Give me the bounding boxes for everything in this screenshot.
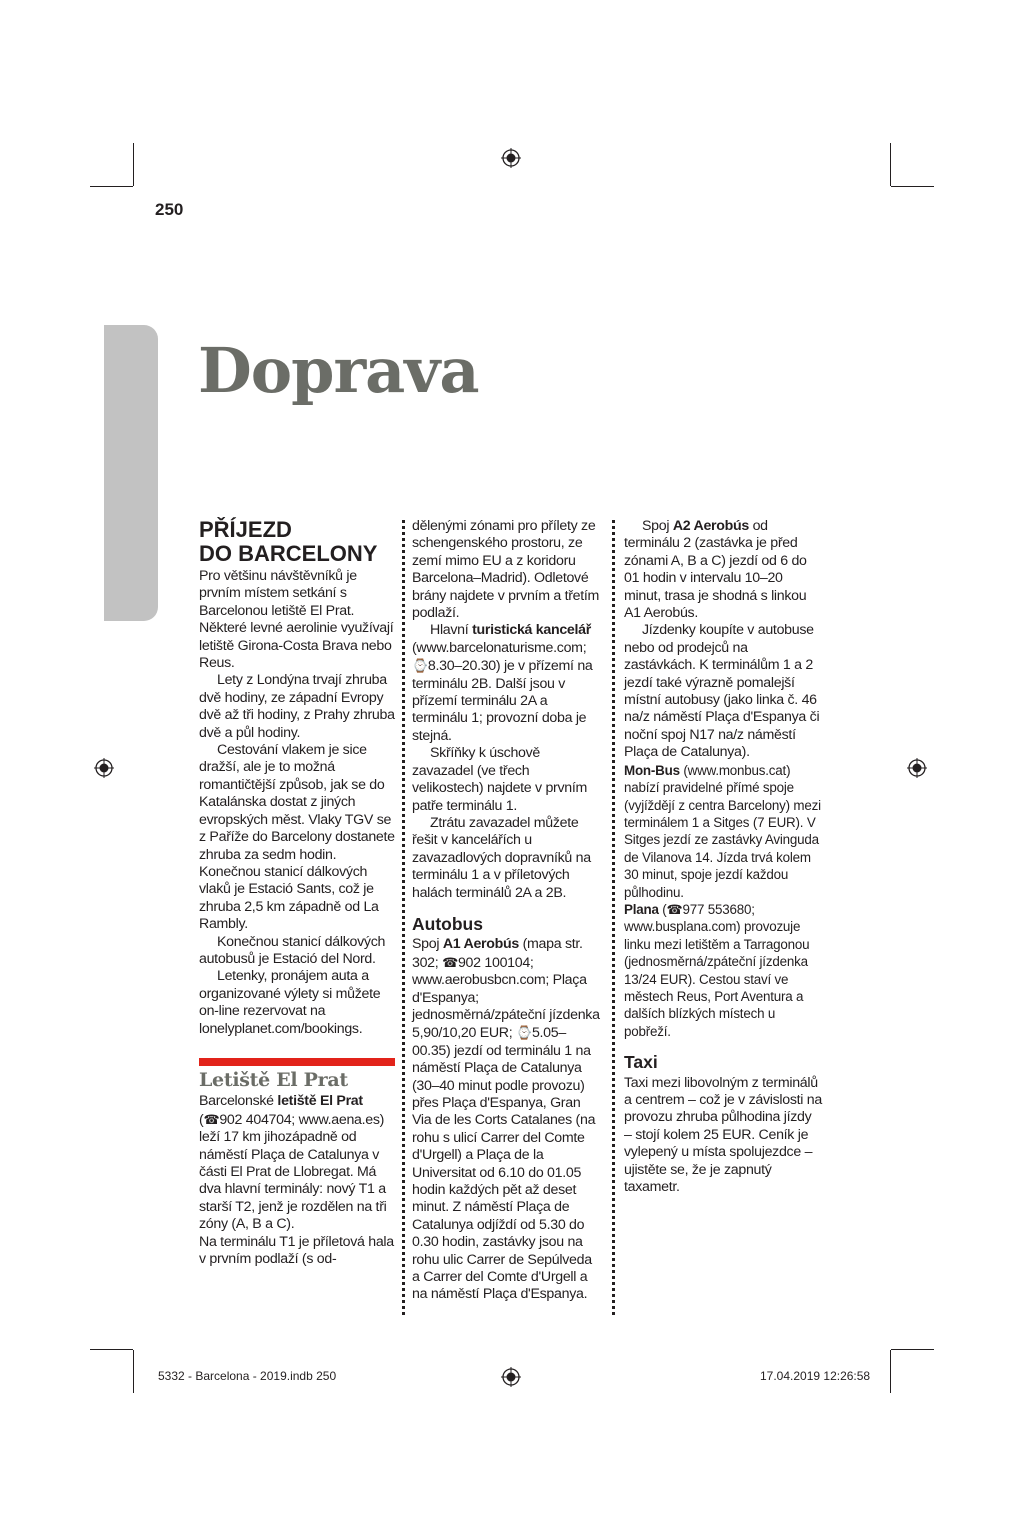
listing: Mon-Bus (www.monbus.cat) nabízí pravidelné přímé spoje (vyjíždějí z centra Barcelony) mezi terminálem 1 a Sitges (7 EUR). V Sitges jezdí ze zastávky Avinguda de Vilanova 14. Jízda trvá kolem 30 minut, spoje jezdí každou půlhodinu. <box>624 762 821 900</box>
crop-mark <box>890 1350 891 1393</box>
column-2 <box>412 518 602 1304</box>
paragraph: Hlavní turistická kancelář (www.barcelonaturisme.com; ⌚8.30–20.30) je v přízemí na terminálu 2B. Další jsou v přízemí terminálu 2A a terminálu 1; provozní doba je stejná. <box>412 622 593 744</box>
crop-mark <box>891 186 934 187</box>
footer-timestamp: 17.04.2019 12:26:58 <box>760 1369 871 1383</box>
registration-mark-icon <box>94 758 114 778</box>
crop-mark <box>90 186 133 187</box>
paragraph: Taxi mezi libovolným z terminálů a centrem – což je v závislosti na provozu zhruba půlhodina jízdy – stojí kolem 25 EUR. Ceník je vylepený u místa spolujezdce – ujistěte se, že je zapnutý taxametr. <box>624 1074 822 1196</box>
paragraph: Cestování vlakem je sice dražší, ale je to možná romantičtější způsob, jak se do Katalánska dostat z jiných evropských měst. Vlaky TGV se z Paříže do Barcelony dostanete zhruba za sedm hodin. Konečnou stanicí dálkových vlaků je Estació Sants, což je zhruba 2,5 km západně od La Rambly. <box>199 742 395 933</box>
crop-mark <box>891 1349 934 1350</box>
crop-mark <box>90 1349 133 1350</box>
chapter-title: Doprava <box>198 334 479 407</box>
column-3 <box>624 518 822 1196</box>
thumb-tab <box>104 325 158 621</box>
crop-mark <box>133 1350 134 1393</box>
paragraph: Ztrátu zavazadel můžete řešit v kancelářích u zavazadlových dopravníků na terminálu 1 a v příletových halách terminálů 2A a 2B. <box>412 814 591 901</box>
listing: Plana (☎977 553680; www.busplana.com) provozuje linku mezi letištěm a Tarragonou (jednosměrná/zpáteční jízdenka 13/24 EUR). Cestou staví ve městech Reus, Port Aventura a dalších blízkých místech u pobřeží. <box>624 901 810 1039</box>
crop-mark <box>890 143 891 186</box>
phone-icon: ☎ <box>203 1111 220 1127</box>
column-1 <box>199 518 395 1268</box>
crop-mark <box>133 143 134 186</box>
registration-mark-icon <box>907 758 927 778</box>
paragraph: Spoj A2 Aerobús od terminálu 2 (zastávka je před zónami A, B a C) jezdí od 6 do 01 hodin v intervalu 10–20 minut, trasa je shodná s linkou A1 Aerobús. <box>624 518 807 622</box>
paragraph: Skříňky k úschově zavazadel (ve třech velikostech) najdete v prvním patře terminálu 1. <box>412 745 588 814</box>
paragraph: Konečnou stanicí dálkových autobusů je Estació del Nord. <box>199 933 386 967</box>
phone-icon: ☎ <box>666 901 683 917</box>
paragraph: Pro většinu návštěvníků je prvním místem setkání s Barcelonou letiště El Prat. Některé levné aerolinie využívají letiště Girona-Costa Brava nebo Reus. <box>199 568 394 672</box>
registration-mark-icon <box>501 148 521 168</box>
paragraph: Lety z Londýna trvají zhruba dvě hodiny, ze západní Evropy dvě až tři hodiny, z Prahy zhruba dvě a půl hodiny. <box>199 672 395 741</box>
clock-icon: ⌚ <box>516 1025 532 1041</box>
subsection-heading: Letiště El Prat <box>199 1068 348 1091</box>
footer-file-info: 5332 - Barcelona - 2019.indb 250 <box>158 1369 337 1383</box>
paragraph: Spoj A1 Aerobús (mapa str. 302; ☎902 100104; www.aerobusbcn.com; Plaça d'Espanya; jednosměrná/zpáteční jízdenka 5,90/10,20 EUR; ⌚5.05–00.35) jezdí od terminálu 1 na náměstí Plaça de Catalunya (30–40 minut podle provozu) přes Plaça d'Espanya, Gran Via de les Corts Catalanes (na rohu s ulicí Carrer del Comte d'Urgell) a Plaça de la Universitat od 6.10 do 01.05 hodin každých pět až deset minut. Z náměstí Plaça de Catalunya odjíždí od 5.30 do 0.30 hodin, zastávky jsou na rohu ulic Carrer de Sepúlveda a Carrer del Comte d'Urgell a na náměstí Plaça d'Espanya. <box>412 936 600 1303</box>
paragraph: dělenými zónami pro přílety ze schengenského prostoru, ze zemí mimo EU a z koridoru Barcelona–Madrid). Odletové brány najdete v prvním a třetím podlaží. <box>412 518 600 622</box>
paragraph: Na terminálu T1 je příletová hala v prvním podlaží (s od- <box>199 1233 394 1268</box>
page-number: 250 <box>155 200 184 219</box>
clock-icon: ⌚ <box>412 658 428 674</box>
column-divider <box>612 520 615 1315</box>
subsection-heading: Taxi <box>624 1052 658 1073</box>
subsection-heading: Autobus <box>412 913 483 934</box>
paragraph: Barcelonské letiště El Prat (☎902 404704; www.aena.es) leží 17 km jihozápadně od náměstí Plaça de Catalunya v části El Prat de Llobregat. Má dva hlavní terminály: nový T1 a starší T2, jenž je rozdělen na tři zóny (A, B a C). <box>199 1093 387 1233</box>
column-divider <box>402 520 405 1315</box>
section-heading: PŘÍJEZD DO BARCELONY <box>199 517 378 566</box>
paragraph: Letenky, pronájem auta a organizované výlety si můžete on-line rezervovat na lonelyplanet.com/bookings. <box>199 968 381 1037</box>
registration-mark-icon <box>501 1367 521 1387</box>
section-divider <box>199 1058 395 1066</box>
phone-icon: ☎ <box>442 954 458 970</box>
paragraph: Jízdenky koupíte v autobuse nebo od prodejců na zastávkách. K terminálům 1 a 2 jezdí také výrazně pomalejší místní autobusy (jako linka č. 46 na/z náměstí Plaça d'Espanya či noční spoj N17 na/z náměstí Plaça de Catalunya). <box>624 622 820 761</box>
